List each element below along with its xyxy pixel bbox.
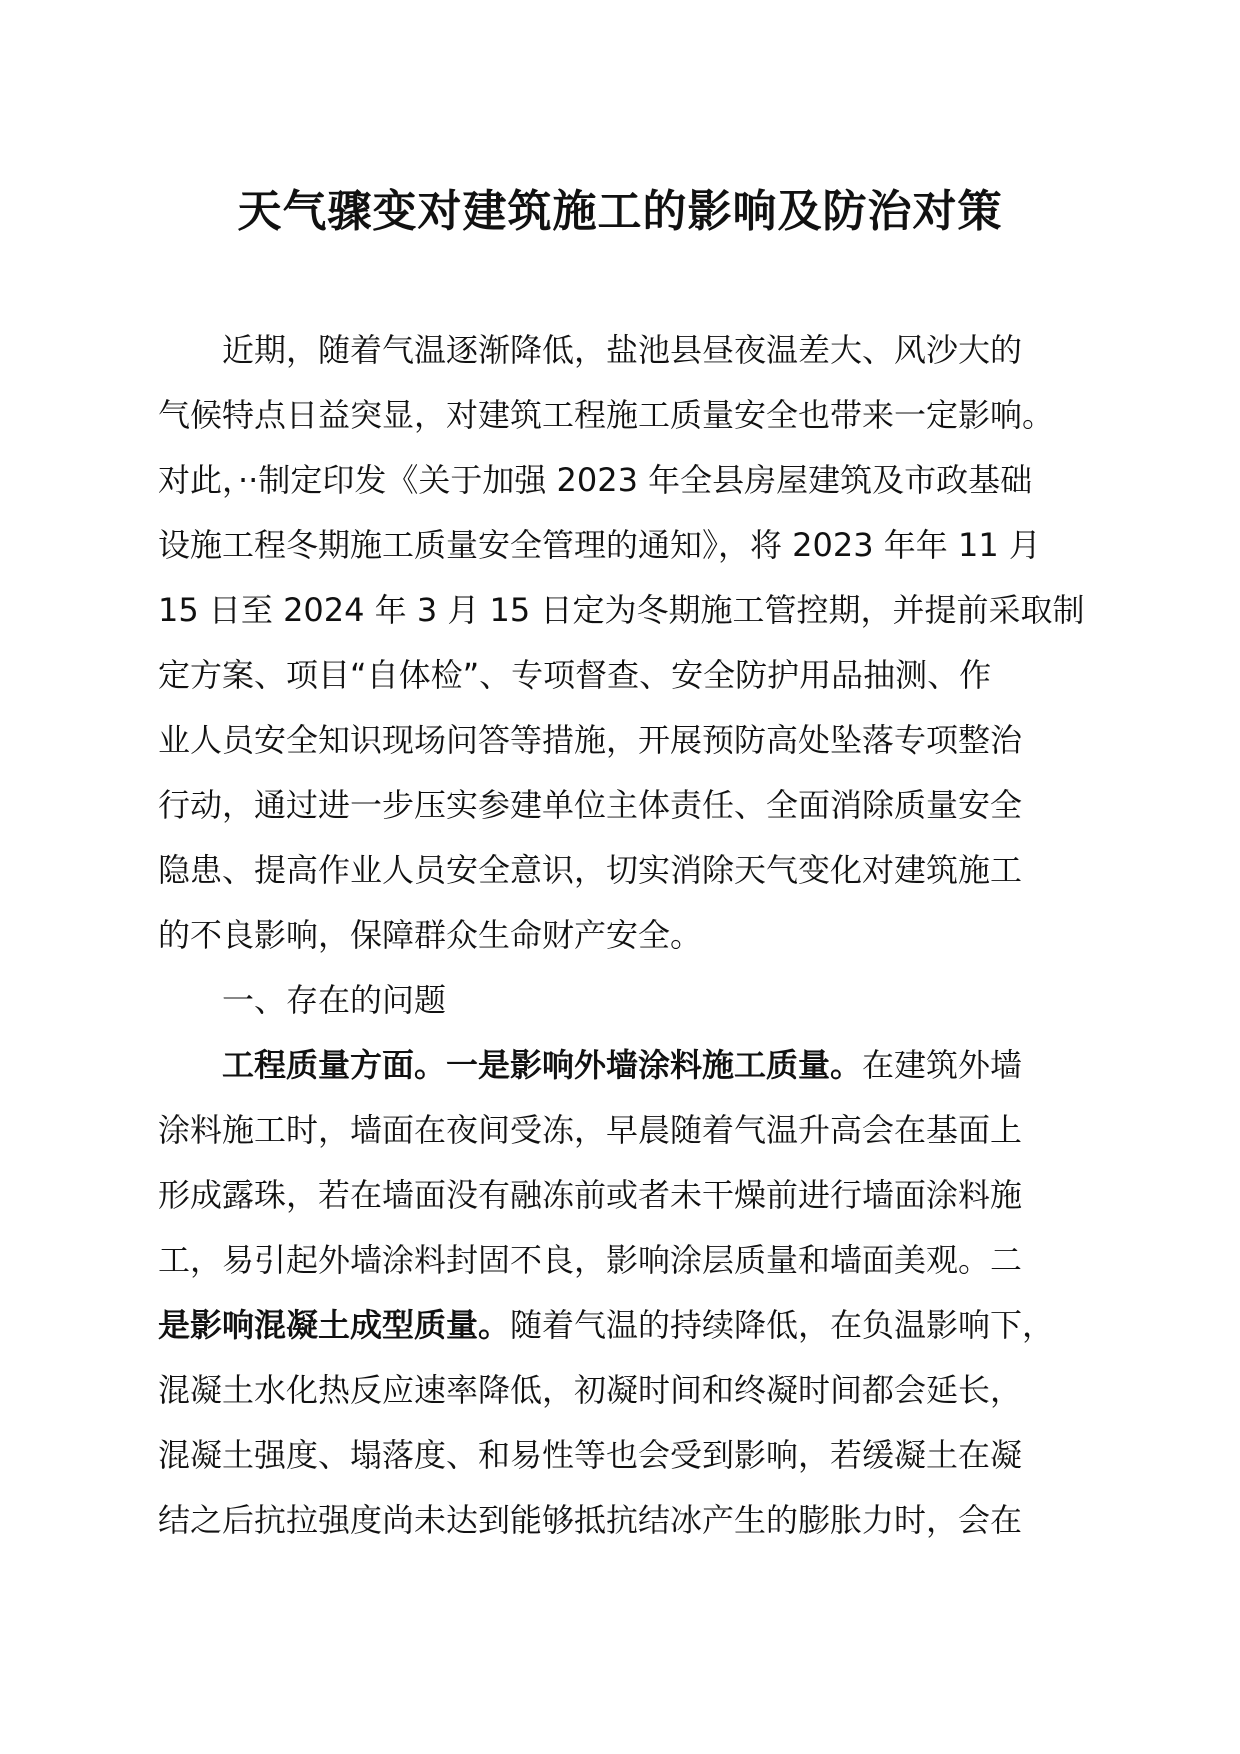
line-text: 形成露珠，若在墙面没有融冻前或者未干燥前进行墙面涂料施 bbox=[158, 1176, 1023, 1214]
section-heading-text: 一、存在的问题 bbox=[222, 981, 447, 1019]
line-text: 的不良影响，保障群众生命财产安全。 bbox=[158, 916, 703, 954]
paragraph-line bbox=[158, 1423, 1088, 1488]
line-text: 混凝土强度、塌落度、和易性等也会受到影响，若缓凝土在凝 bbox=[158, 1436, 1023, 1474]
section-heading bbox=[158, 968, 1088, 1033]
line-text: 工，易引起外墙涂料封固不良，影响涂层质量和墙面美观。二 bbox=[158, 1241, 1023, 1279]
paragraph-line bbox=[158, 578, 1088, 643]
line-text: 在建筑外墙 bbox=[862, 1046, 1023, 1084]
line-text: 设施工程冬期施工质量安全管理的通知》，将 2023 年年 11 月 bbox=[158, 526, 1041, 564]
line-text: 行动，通过进一步压实参建单位主体责任、全面消除质量安全 bbox=[158, 786, 1023, 824]
document-body bbox=[158, 318, 1088, 1553]
line-text: 隐患、提高作业人员安全意识，切实消除天气变化对建筑施工 bbox=[158, 851, 1023, 889]
line-text: 对此，··制定印发《关于加强 2023 年全县房屋建筑及市政基础 bbox=[158, 461, 1033, 499]
line-text: 混凝土水化热反应速率降低，初凝时间和终凝时间都会延长， bbox=[158, 1371, 1023, 1409]
paragraph-line bbox=[158, 903, 1088, 968]
line-text: 随着气温的持续降低，在负温影响下， bbox=[510, 1306, 1055, 1344]
paragraph-line bbox=[158, 1033, 1088, 1098]
paragraph-line bbox=[158, 383, 1088, 448]
line-text: 业人员安全知识现场问答等措施，开展预防高处坠落专项整治 bbox=[158, 721, 1023, 759]
line-text: 涂料施工时，墙面在夜间受冻，早晨随着气温升高会在基面上 bbox=[158, 1111, 1023, 1149]
paragraph-line bbox=[158, 643, 1088, 708]
bold-lead-text: 是影响混凝土成型质量。 bbox=[158, 1306, 511, 1344]
paragraph-line bbox=[158, 708, 1088, 773]
document-title: 天气骤变对建筑施工的影响及防治对策 bbox=[237, 186, 1003, 237]
line-text: 结之后抗拉强度尚未达到能够抵抗结冰产生的膨胀力时，会在 bbox=[158, 1501, 1023, 1539]
paragraph-line bbox=[158, 1488, 1088, 1553]
paragraph-line bbox=[158, 1293, 1088, 1358]
paragraph-line bbox=[158, 513, 1088, 578]
paragraph-line bbox=[158, 318, 1088, 383]
paragraph-line bbox=[158, 773, 1088, 838]
line-text: 15 日至 2024 年 3 月 15 日定为冬期施工管控期，并提前采取制 bbox=[158, 591, 1085, 629]
paragraph-line bbox=[158, 1228, 1088, 1293]
paragraph-line bbox=[158, 448, 1088, 513]
paragraph-line bbox=[158, 838, 1088, 903]
paragraph-line bbox=[158, 1358, 1088, 1423]
line-text: 气候特点日益突显，对建筑工程施工质量安全也带来一定影响。 bbox=[158, 396, 1055, 434]
bold-lead-text: 工程质量方面。一是影响外墙涂料施工质量。 bbox=[222, 1046, 863, 1084]
line-text: 近期，随着气温逐渐降低，盐池县昼夜温差大、风沙大的 bbox=[222, 331, 1023, 369]
paragraph-line bbox=[158, 1163, 1088, 1228]
line-text: 定方案、项目“自体检”、专项督查、安全防护用品抽测、作 bbox=[158, 656, 992, 694]
paragraph-line bbox=[158, 1098, 1088, 1163]
